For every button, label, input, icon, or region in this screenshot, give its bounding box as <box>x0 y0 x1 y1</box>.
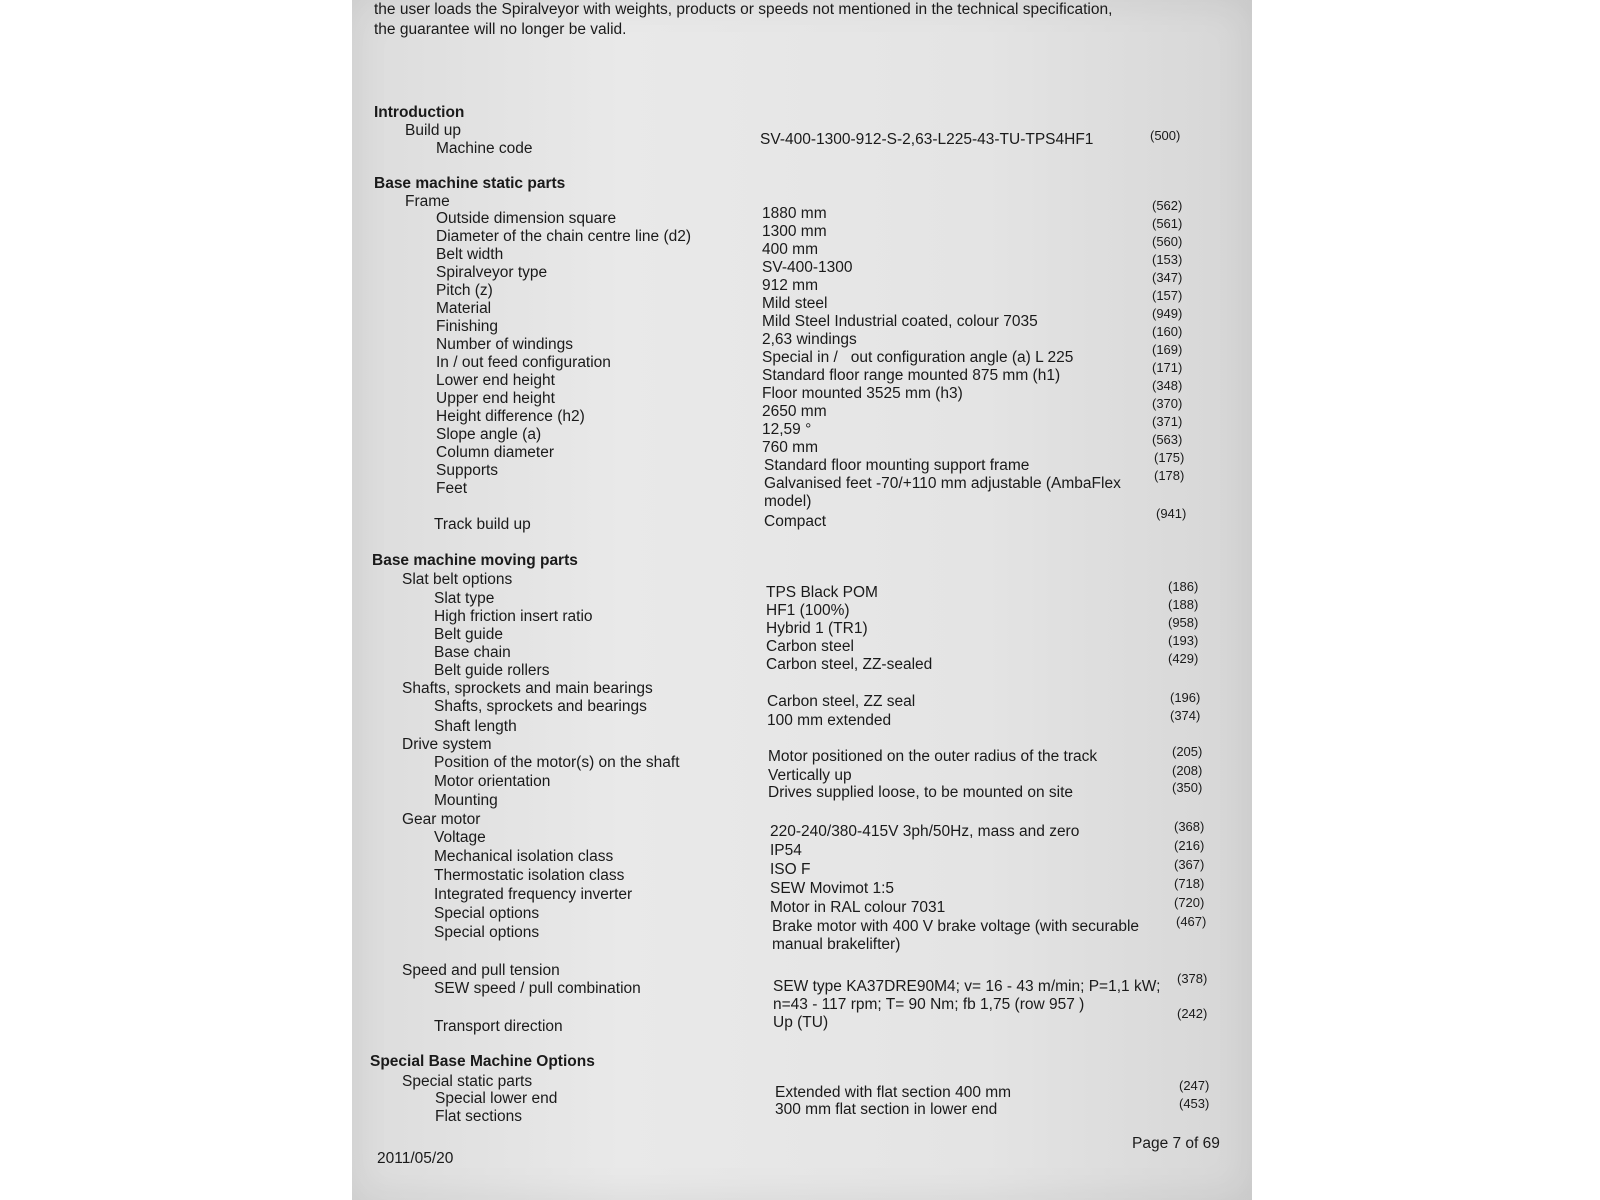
spec-code: (247) <box>1179 1078 1210 1093</box>
spec-label: High friction insert ratio <box>434 608 593 625</box>
section-heading-static-parts: Base machine static parts <box>374 175 566 192</box>
spec-label: Flat sections <box>435 1108 523 1125</box>
spec-value: 760 mm <box>762 439 818 456</box>
spec-code: (718) <box>1174 876 1205 891</box>
spec-code: (453) <box>1179 1096 1210 1111</box>
spec-value: ISO F <box>770 861 811 878</box>
spec-label: Special lower end <box>435 1090 558 1107</box>
spec-label: SEW speed / pull combination <box>434 980 641 997</box>
group-drive-system: Drive system <box>402 736 492 753</box>
spec-code: (347) <box>1152 270 1183 285</box>
spec-code: (500) <box>1150 128 1181 143</box>
group-special-static-parts: Special static parts <box>402 1073 533 1090</box>
spec-value: SV-400-1300 <box>762 259 853 276</box>
intro-line: the user loads the Spiralveyor with weights, products or speeds not mentioned in the technical specification, <box>374 1 1113 18</box>
spec-value: Standard floor range mounted 875 mm (h1) <box>762 367 1061 384</box>
spec-code: (171) <box>1152 360 1183 375</box>
spec-code: (348) <box>1152 378 1183 393</box>
spec-value: 400 mm <box>762 241 818 258</box>
spec-code: (374) <box>1170 708 1201 723</box>
spec-value: SV-400-1300-912-S-2,63-L225-43-TU-TPS4HF1 <box>760 131 1094 148</box>
spec-label: Integrated frequency inverter <box>434 886 633 903</box>
spec-label: Special options <box>434 924 540 941</box>
spec-value: Motor positioned on the outer radius of the track <box>768 748 1098 765</box>
spec-value: Carbon steel <box>766 638 854 655</box>
spec-code: (467) <box>1176 914 1207 929</box>
spec-label: Upper end height <box>436 390 555 407</box>
group-slat-belt-options: Slat belt options <box>402 571 513 588</box>
spec-code: (368) <box>1174 819 1205 834</box>
spec-label: Column diameter <box>436 444 555 461</box>
spec-label: Position of the motor(s) on the shaft <box>434 754 680 771</box>
spec-value: SEW type KA37DRE90M4; v= 16 - 43 m/min; P=1,1 kW; n=43 - 117 rpm; T= 90 Nm; fb 1,75 (row 957 ) <box>773 978 1161 1013</box>
spec-code: (169) <box>1152 342 1183 357</box>
spec-value: SEW Movimot 1:5 <box>770 880 895 897</box>
spec-value: 1300 mm <box>762 223 827 240</box>
spec-label: Lower end height <box>436 372 555 389</box>
spec-code: (378) <box>1177 971 1208 986</box>
group-gear-motor: Gear motor <box>402 811 481 828</box>
spec-value: Vertically up <box>768 767 852 784</box>
spec-label: Mounting <box>434 792 498 809</box>
spec-label: Finishing <box>436 318 499 335</box>
spec-label: Machine code <box>436 140 533 157</box>
spec-code: (941) <box>1156 506 1187 521</box>
spec-code: (186) <box>1168 579 1199 594</box>
spec-code: (178) <box>1154 468 1185 483</box>
spec-label: Slat type <box>434 590 495 607</box>
section-heading-special-options: Special Base Machine Options <box>370 1053 595 1070</box>
spec-code: (208) <box>1172 763 1203 778</box>
spec-code: (350) <box>1172 780 1203 795</box>
group-frame: Frame <box>405 193 450 210</box>
group-build-up: Build up <box>405 122 462 139</box>
spec-label: Number of windings <box>436 336 573 353</box>
spec-code: (560) <box>1152 234 1183 249</box>
group-shafts: Shafts, sprockets and main bearings <box>402 680 653 697</box>
intro-line: the guarantee will no longer be valid. <box>374 21 627 38</box>
spec-value: 220-240/380-415V 3ph/50Hz, mass and zero <box>770 823 1080 840</box>
spec-value: 2650 mm <box>762 403 827 420</box>
spec-code: (563) <box>1152 432 1183 447</box>
spec-value: 1880 mm <box>762 205 827 222</box>
spec-value: Brake motor with 400 V brake voltage (with securable manual brakelifter) <box>772 918 1140 953</box>
spec-label: Slope angle (a) <box>436 426 542 443</box>
spec-code: (196) <box>1170 690 1201 705</box>
spec-code: (720) <box>1174 895 1205 910</box>
spec-value: HF1 (100%) <box>766 602 850 619</box>
spec-value: Carbon steel, ZZ seal <box>767 693 916 710</box>
spec-code: (561) <box>1152 216 1183 231</box>
spec-value: Mild Steel Industrial coated, colour 7035 <box>762 313 1038 330</box>
spec-code: (188) <box>1168 597 1199 612</box>
spec-label: Supports <box>436 462 499 479</box>
spec-label: Diameter of the chain centre line (d2) <box>436 228 692 245</box>
spec-label: Belt width <box>436 246 504 263</box>
spec-label: Belt guide rollers <box>434 662 550 679</box>
spec-code: (949) <box>1152 306 1183 321</box>
spec-code: (370) <box>1152 396 1183 411</box>
spec-value: 2,63 windings <box>762 331 857 348</box>
spec-value: Motor in RAL colour 7031 <box>770 899 946 916</box>
spec-value: Compact <box>764 513 827 530</box>
spec-label: Pitch (z) <box>436 282 493 299</box>
spec-code: (958) <box>1168 615 1199 630</box>
section-heading-moving-parts: Base machine moving parts <box>372 552 578 569</box>
spec-value: IP54 <box>770 842 802 859</box>
intro-paragraph <box>374 0 1234 40</box>
spec-value: 912 mm <box>762 277 818 294</box>
spec-code: (205) <box>1172 744 1203 759</box>
spec-code: (216) <box>1174 838 1205 853</box>
spec-label: Base chain <box>434 644 511 661</box>
spec-value: Up (TU) <box>773 1014 829 1031</box>
spec-label: Feet <box>436 480 468 497</box>
spec-code: (153) <box>1152 252 1183 267</box>
spec-code: (193) <box>1168 633 1199 648</box>
spec-code: (371) <box>1152 414 1183 429</box>
spec-label: Transport direction <box>434 1018 563 1035</box>
spec-code: (429) <box>1168 651 1199 666</box>
group-speed-pull: Speed and pull tension <box>402 962 560 979</box>
spec-label: In / out feed configuration <box>436 354 611 371</box>
spec-value: 100 mm extended <box>767 712 892 729</box>
spec-value: Standard floor mounting support frame <box>764 457 1030 474</box>
spec-label: Belt guide <box>434 626 503 643</box>
spec-value: Floor mounted 3525 mm (h3) <box>762 385 963 402</box>
spec-value: Extended with flat section 400 mm <box>775 1084 1012 1101</box>
spec-value: Hybrid 1 (TR1) <box>766 620 868 637</box>
spec-code: (157) <box>1152 288 1183 303</box>
spec-code: (160) <box>1152 324 1183 339</box>
spec-label: Voltage <box>434 829 486 846</box>
spec-label: Spiralveyor type <box>436 264 548 281</box>
spec-label: Track build up <box>434 516 531 533</box>
spec-label: Shaft length <box>434 718 517 735</box>
spec-label: Motor orientation <box>434 773 551 790</box>
spec-value: TPS Black POM <box>766 584 878 601</box>
spec-value: Carbon steel, ZZ-sealed <box>766 656 933 673</box>
spec-code: (562) <box>1152 198 1183 213</box>
spec-label: Shafts, sprockets and bearings <box>434 698 647 715</box>
spec-value: Galvanised feet -70/+110 mm adjustable (AmbaFlex model) <box>764 475 1121 510</box>
spec-value: Mild steel <box>762 295 828 312</box>
section-heading-introduction: Introduction <box>374 104 465 121</box>
spec-label: Outside dimension square <box>436 210 617 227</box>
spec-value: 300 mm flat section in lower end <box>775 1101 998 1118</box>
spec-label: Height difference (h2) <box>436 408 585 425</box>
spec-label: Material <box>436 300 492 317</box>
spec-code: (367) <box>1174 857 1205 872</box>
spec-label: Special options <box>434 905 540 922</box>
spec-code: (242) <box>1177 1006 1208 1021</box>
spec-code: (175) <box>1154 450 1185 465</box>
spec-value: Drives supplied loose, to be mounted on site <box>768 784 1074 801</box>
spec-label: Thermostatic isolation class <box>434 867 625 884</box>
spec-value: 12,59 ° <box>762 421 812 438</box>
footer-date: 2011/05/20 <box>377 1150 454 1167</box>
page-number: Page 7 of 69 <box>1132 1135 1220 1152</box>
spec-value: Special in / out configuration angle (a) L 225 <box>762 349 1074 366</box>
spec-label: Mechanical isolation class <box>434 848 614 865</box>
document-page <box>352 0 1252 1200</box>
